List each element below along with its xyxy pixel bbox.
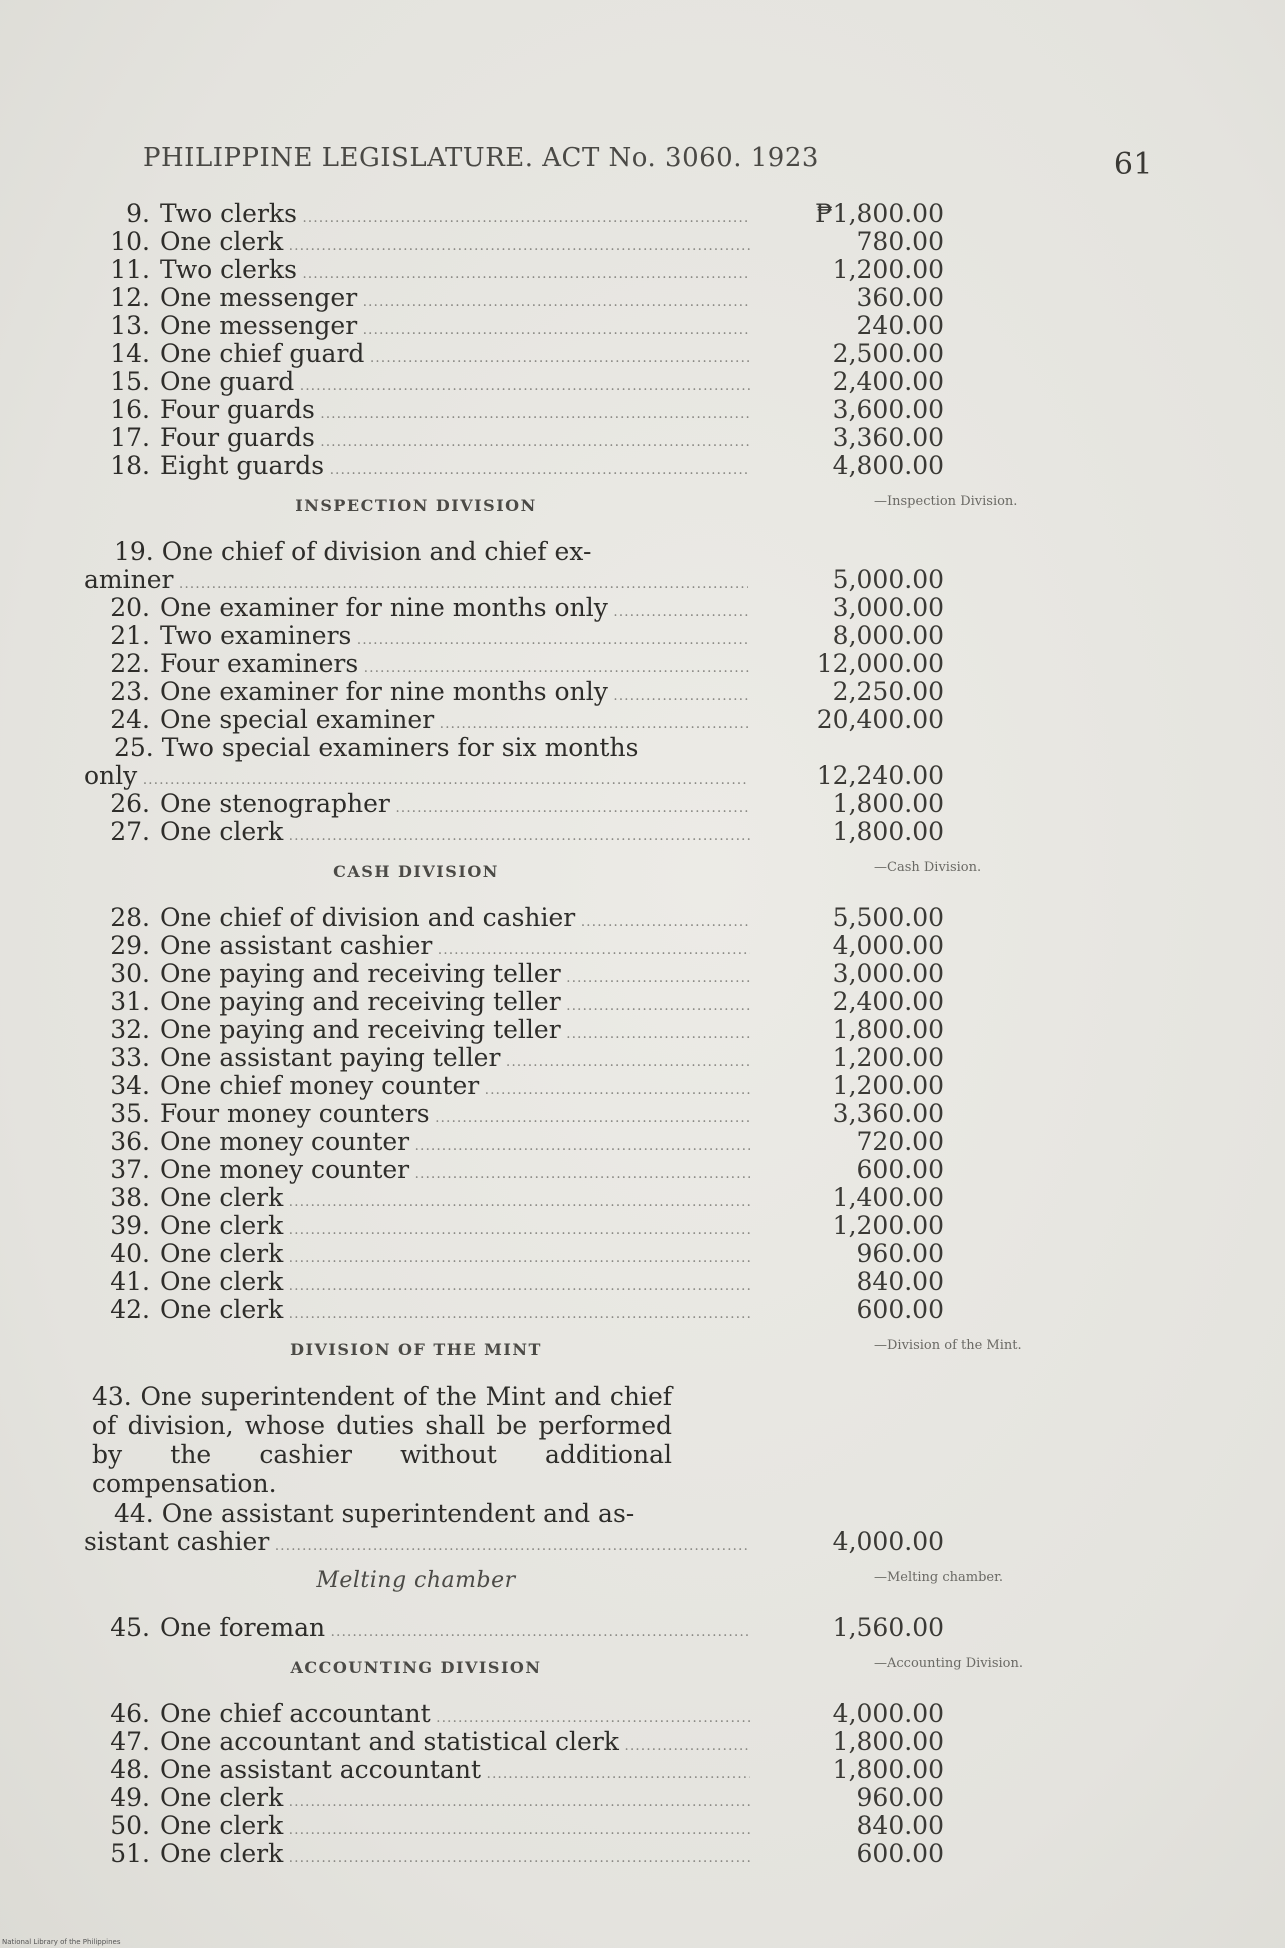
item-number: 9. [126,199,150,228]
line-item [84,1811,944,1840]
line-item [84,677,944,706]
item-description: Four money counters ..... [160,1100,750,1132]
item-number: 12. [110,283,150,312]
item-description: Two clerks ..... [160,200,750,232]
item-description: One messenger ..... [160,312,750,344]
item-number: 27. [110,817,150,846]
line-item [84,903,944,932]
item-description: One clerk ..... [160,818,750,850]
section-title: CASH DIVISION [333,862,499,881]
item-number: 24. [110,705,150,734]
line-item [84,705,944,734]
item-number: 34. [110,1071,150,1100]
item-description: One foreman ..... [160,1614,750,1646]
item-number: 50. [110,1811,150,1840]
item-number: 48. [110,1755,150,1784]
line-item [84,1155,944,1184]
item-description: One clerk ..... [160,1840,750,1872]
item-amount: 240.00 [856,311,944,340]
item-amount: 600.00 [856,1839,944,1868]
line-item [84,537,944,594]
item-amount: 3,000.00 [832,959,944,988]
line-item [84,649,944,678]
item-number: 22. [110,649,150,678]
line-item [84,1099,944,1128]
item-description: One chief guard ..... [160,340,750,372]
item-amount: 1,800.00 [832,1755,944,1784]
line-item [84,1613,944,1642]
section-heading [84,480,1018,538]
item-number: 14. [110,339,150,368]
item-amount: 1,800.00 [832,1727,944,1756]
section-heading [84,1556,1004,1614]
line-item [84,311,944,340]
item-44-text: 44. One assistant superintendent and as- [114,1499,635,1528]
item-description: One paying and receiving teller ..... [160,1016,750,1048]
appropriation-list [84,199,1023,1868]
item-amount: ₱1,800.00 [815,199,944,228]
item-amount: 2,500.00 [832,339,944,368]
item-description: Four guards ..... [160,424,750,456]
item-description: One paying and receiving teller ..... [160,960,750,992]
item-amount: 5,500.00 [832,903,944,932]
item-amount: 12,240.00 [816,761,944,790]
item-number: 33. [110,1043,150,1072]
item-continuation [84,565,944,594]
item-amount: 840.00 [856,1811,944,1840]
item-number: 39. [110,1211,150,1240]
item-number: 23. [110,677,150,706]
item-amount: 8,000.00 [832,621,944,650]
item-amount: 3,360.00 [832,1099,944,1128]
item-number: 30. [110,959,150,988]
line-item [84,789,944,818]
item-number: 20. [110,593,150,622]
item-description: Four guards ..... [160,396,750,428]
item-text [84,538,874,566]
line-item [84,451,944,480]
page-header [143,143,1153,183]
margin-note: —Inspection Division. [874,494,1018,509]
line-item [84,1699,944,1728]
item-number: 40. [110,1239,150,1268]
item-number: 45. [110,1613,150,1642]
item-description: Eight guards ..... [160,452,750,484]
item-amount: 960.00 [856,1783,944,1812]
item-amount: 2,400.00 [832,987,944,1016]
item-number: 11. [110,255,150,284]
item-number: 15. [110,367,150,396]
item-description: One clerk ..... [160,1812,750,1844]
item-number: 21. [110,621,150,650]
item-amount: 1,560.00 [832,1613,944,1642]
item-description: One chief of division and chief ex- [161,537,592,566]
item-amount: 4,000.00 [832,1527,944,1556]
item-amount: 1,800.00 [832,817,944,846]
item-number: 10. [110,227,150,256]
margin-note: —Cash Division. [874,860,982,875]
line-item [84,593,944,622]
item-description-cont: sistant cashier ..... [84,1528,748,1560]
item-number: 25. [114,733,154,762]
item-number: 28. [110,903,150,932]
line-item [84,1295,944,1324]
item-description: One money counter ..... [160,1128,750,1160]
item-description: One clerk ..... [160,1240,750,1272]
line-item [84,959,944,988]
line-item [84,1727,944,1756]
item-description: One clerk ..... [160,228,750,260]
item-43-paragraph [84,1382,672,1498]
line-item [84,733,944,790]
item-number: 17. [110,423,150,452]
item-amount: 4,800.00 [832,451,944,480]
line-item [84,227,944,256]
item-description: One messenger ..... [160,284,750,316]
item-description: Two special examiners for six months [161,733,639,762]
item-description: Four examiners ..... [160,650,750,682]
item-amount: 600.00 [856,1295,944,1324]
item-description: One clerk ..... [160,1212,750,1244]
item-number: 16. [110,395,150,424]
item-amount: 960.00 [856,1239,944,1268]
line-item [84,255,944,284]
section-title: INSPECTION DIVISION [295,496,537,515]
line-item [84,1755,944,1784]
item-amount: 3,000.00 [832,593,944,622]
item-amount: 1,200.00 [832,1043,944,1072]
line-item [84,423,944,452]
line-item [84,1499,944,1556]
item-number: 51. [110,1839,150,1868]
item-number: 38. [110,1183,150,1212]
item-text [84,734,874,762]
item-number: 32. [110,1015,150,1044]
item-amount: 840.00 [856,1267,944,1296]
item-number: 37. [110,1155,150,1184]
line-item [84,395,944,424]
item-amount: 720.00 [856,1127,944,1156]
item-description: One examiner for nine months only ..... [160,678,750,710]
item-description: One clerk ..... [160,1184,750,1216]
item-number: 47. [110,1727,150,1756]
item-number: 18. [110,451,150,480]
item-description: One accountant and statistical clerk ..... [160,1728,750,1760]
item-description-cont: aminer ..... [84,566,748,598]
item-43-text: 43. One superintendent of the Mint and chief of division, whose duties shall be performed by the cashier without additional compensation. [92,1382,672,1498]
item-number: 26. [110,789,150,818]
section-heading [84,1324,1022,1382]
item-description: One chief of division and cashier ..... [160,904,750,936]
item-amount: 1,200.00 [832,255,944,284]
item-amount: 1,800.00 [832,1015,944,1044]
item-amount: 2,250.00 [832,677,944,706]
line-item [84,1183,944,1212]
item-amount: 20,400.00 [816,705,944,734]
item-description: One guard ..... [160,368,750,400]
section-title: Melting chamber [316,1568,516,1593]
item-number: 41. [110,1267,150,1296]
line-item [84,1239,944,1268]
item-amount: 1,800.00 [832,789,944,818]
line-item [84,199,944,228]
line-item [84,1127,944,1156]
item-description-cont: only ..... [84,762,748,794]
item-amount: 600.00 [856,1155,944,1184]
line-item [84,987,944,1016]
item-amount: 3,360.00 [832,423,944,452]
item-amount: 1,200.00 [832,1071,944,1100]
item-continuation [84,761,944,790]
line-item [84,283,944,312]
section-title: ACCOUNTING DIVISION [290,1658,542,1677]
item-description: One examiner for nine months only ..... [160,594,750,626]
item-description: One special examiner ..... [160,706,750,738]
item-description: One stenographer ..... [160,790,750,822]
item-number: 19. [114,537,154,566]
item-description: One clerk ..... [160,1268,750,1300]
margin-note: —Melting chamber. [874,1570,1004,1585]
item-number: 35. [110,1099,150,1128]
line-item [84,931,944,960]
item-number: 13. [110,311,150,340]
item-description: One assistant paying teller ..... [160,1044,750,1076]
item-amount: 2,400.00 [832,367,944,396]
item-amount: 4,000.00 [832,931,944,960]
section-heading [84,1642,1023,1700]
item-description: One paying and receiving teller ..... [160,988,750,1020]
line-item [84,1071,944,1100]
line-item [84,621,944,650]
item-description: One chief accountant ..... [160,1700,750,1732]
item-amount: 780.00 [856,227,944,256]
library-stamp: National Library of the Philippines [2,1938,121,1946]
item-number: 49. [110,1783,150,1812]
page-number: 61 [1113,147,1153,182]
item-description: One assistant accountant ..... [160,1756,750,1788]
item-number: 31. [110,987,150,1016]
running-head: PHILIPPINE LEGISLATURE. ACT No. 3060. 1923 [143,143,819,173]
item-number: 36. [110,1127,150,1156]
item-number: 46. [110,1699,150,1728]
line-item [84,367,944,396]
section-title: DIVISION OF THE MINT [290,1340,542,1359]
line-item [84,1211,944,1240]
item-amount: 3,600.00 [832,395,944,424]
line-item [84,1267,944,1296]
item-amount: 5,000.00 [832,565,944,594]
item-description: One clerk ..... [160,1784,750,1816]
item-number: 42. [110,1295,150,1324]
item-continuation [84,1527,944,1556]
item-description: One assistant cashier ..... [160,932,750,964]
item-description: One money counter ..... [160,1156,750,1188]
margin-note: —Division of the Mint. [874,1338,1022,1353]
item-amount: 4,000.00 [832,1699,944,1728]
line-item [84,1783,944,1812]
line-item [84,1043,944,1072]
item-description: One clerk ..... [160,1296,750,1328]
line-item [84,1015,944,1044]
line-item [84,1839,944,1868]
item-amount: 360.00 [856,283,944,312]
item-amount: 1,400.00 [832,1183,944,1212]
item-amount: 12,000.00 [816,649,944,678]
section-heading [84,846,982,904]
item-number: 29. [110,931,150,960]
item-description: One chief money counter ..... [160,1072,750,1104]
item-description: Two examiners ..... [160,622,750,654]
line-item [84,817,944,846]
item-description: Two clerks ..... [160,256,750,288]
margin-note: —Accounting Division. [874,1656,1023,1671]
item-amount: 1,200.00 [832,1211,944,1240]
line-item [84,339,944,368]
